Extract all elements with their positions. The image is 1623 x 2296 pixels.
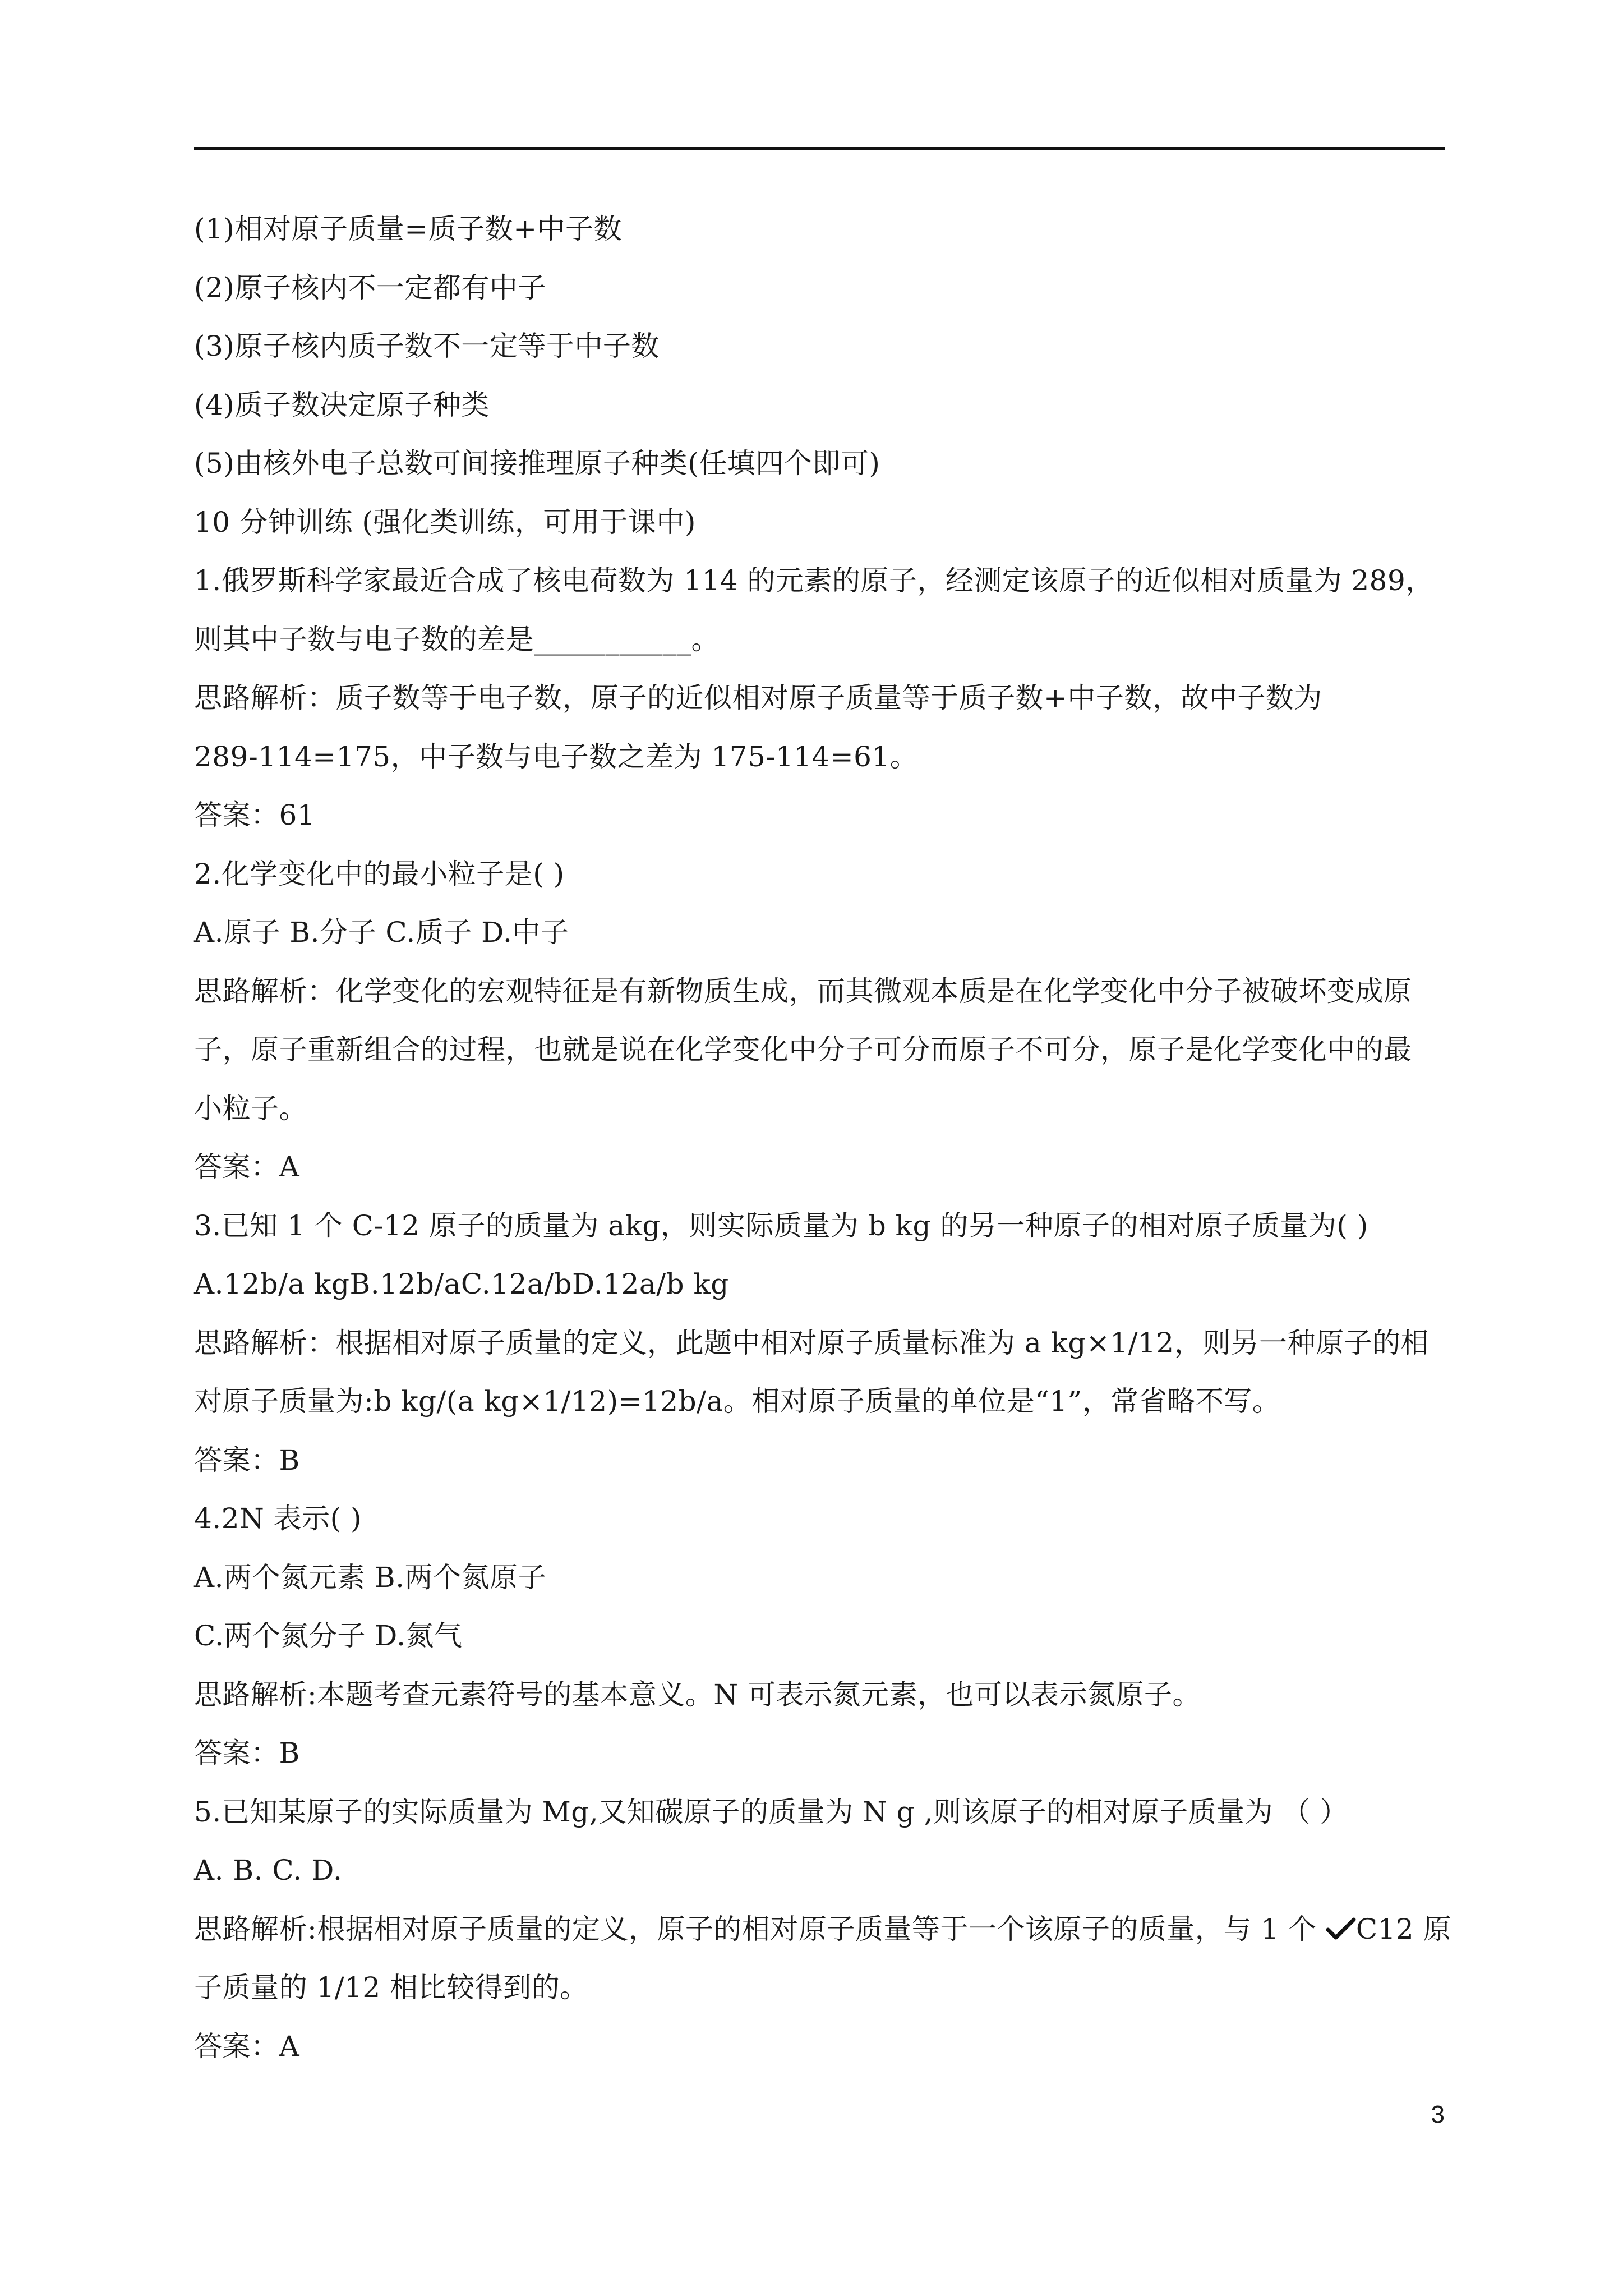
question-2-analysis: 子，原子重新组合的过程，也就是说在化学变化中分子可分而原子不可分，原子是化学变化中的最 (194, 1033, 1412, 1066)
question-4-options: C.两个氮分子 D.氮气 (194, 1619, 463, 1652)
question-5-analysis-part: C12 原 (1355, 1912, 1452, 1945)
question-1-analysis: 289-114=175，中子数与电子数之差为 175-114=61。 (194, 740, 919, 773)
page-number: 3 (1431, 2101, 1445, 2128)
question-1-text: 则其中子数与电子数的差是___________。 (194, 623, 720, 656)
question-3-analysis: 对原子质量为:b kg/(a kg×1/12)=12b/a。相对原子质量的单位是“1”，常省略不写。 (194, 1385, 1281, 1418)
question-1-answer: 答案：61 (194, 799, 316, 831)
section-title: 10 分钟训练 (强化类训练，可用于课中) (194, 505, 696, 539)
question-1-text: 1.俄罗斯科学家最近合成了核电荷数为 114 的元素的原子，经测定该原子的近似相对质量为 289， (194, 564, 1434, 597)
question-5-analysis-part: 思路解析:根据相对原子质量的定义，原子的相对原子质量等于一个该原子的质量，与 1 个 (194, 1912, 1326, 1945)
intro-point: (2)原子核内不一定都有中子 (194, 271, 546, 304)
question-2-text: 2.化学变化中的最小粒子是( ) (194, 857, 565, 890)
question-3-answer: 答案：B (194, 1443, 300, 1476)
question-2-analysis: 思路解析：化学变化的宏观特征是有新物质生成，而其微观本质是在化学变化中分子被破坏变成原 (194, 974, 1412, 1007)
question-5-answer: 答案：A (194, 2030, 300, 2063)
question-3-text: 3.已知 1 个 C-12 原子的质量为 akg，则实际质量为 b kg 的另一种原子的相对原子质量为( ) (194, 1209, 1368, 1242)
question-1-analysis: 思路解析：质子数等于电子数，原子的近似相对原子质量等于质子数+中子数，故中子数为 (194, 682, 1322, 714)
intro-point: (3)原子核内质子数不一定等于中子数 (194, 330, 660, 362)
question-5-analysis (194, 1900, 1452, 1959)
intro-point: (5)由核外电子总数可间接推理原子种类(任填四个即可) (194, 447, 880, 480)
question-4-analysis: 思路解析:本题考查元素符号的基本意义。N 可表示氮元素，也可以表示氮原子。 (194, 1678, 1201, 1711)
question-5-options: A. B. C. D. (194, 1854, 343, 1887)
header-rule (194, 147, 1445, 150)
intro-point: (1)相对原子质量=质子数+中子数 (194, 213, 623, 245)
question-2-analysis: 小粒子。 (194, 1092, 307, 1125)
intro-point: (4)质子数决定原子种类 (194, 388, 490, 421)
question-3-analysis: 思路解析：根据相对原子质量的定义，此题中相对原子质量标准为 a kg×1/12，则另一种原子的相 (194, 1326, 1430, 1359)
question-5-analysis: 子质量的 1/12 相比较得到的。 (194, 1971, 588, 2004)
question-4-answer: 答案：B (194, 1737, 300, 1769)
question-2-options: A.原子 B.分子 C.质子 D.中子 (194, 916, 569, 949)
question-4-text: 4.2N 表示( ) (194, 1502, 362, 1535)
checkmark-icon (1326, 1902, 1356, 1927)
page-content (194, 200, 1452, 2076)
question-2-answer: 答案：A (194, 1151, 300, 1183)
question-5-text: 5.已知某原子的实际质量为 Mg,又知碳原子的质量为 N g ,则该原子的相对原子质量为 （ ） (194, 1795, 1348, 1828)
question-4-options: A.两个氮元素 B.两个氮原子 (194, 1561, 547, 1594)
question-3-options: A.12b/a kgB.12b/aC.12a/bD.12a/b kg (194, 1268, 729, 1300)
